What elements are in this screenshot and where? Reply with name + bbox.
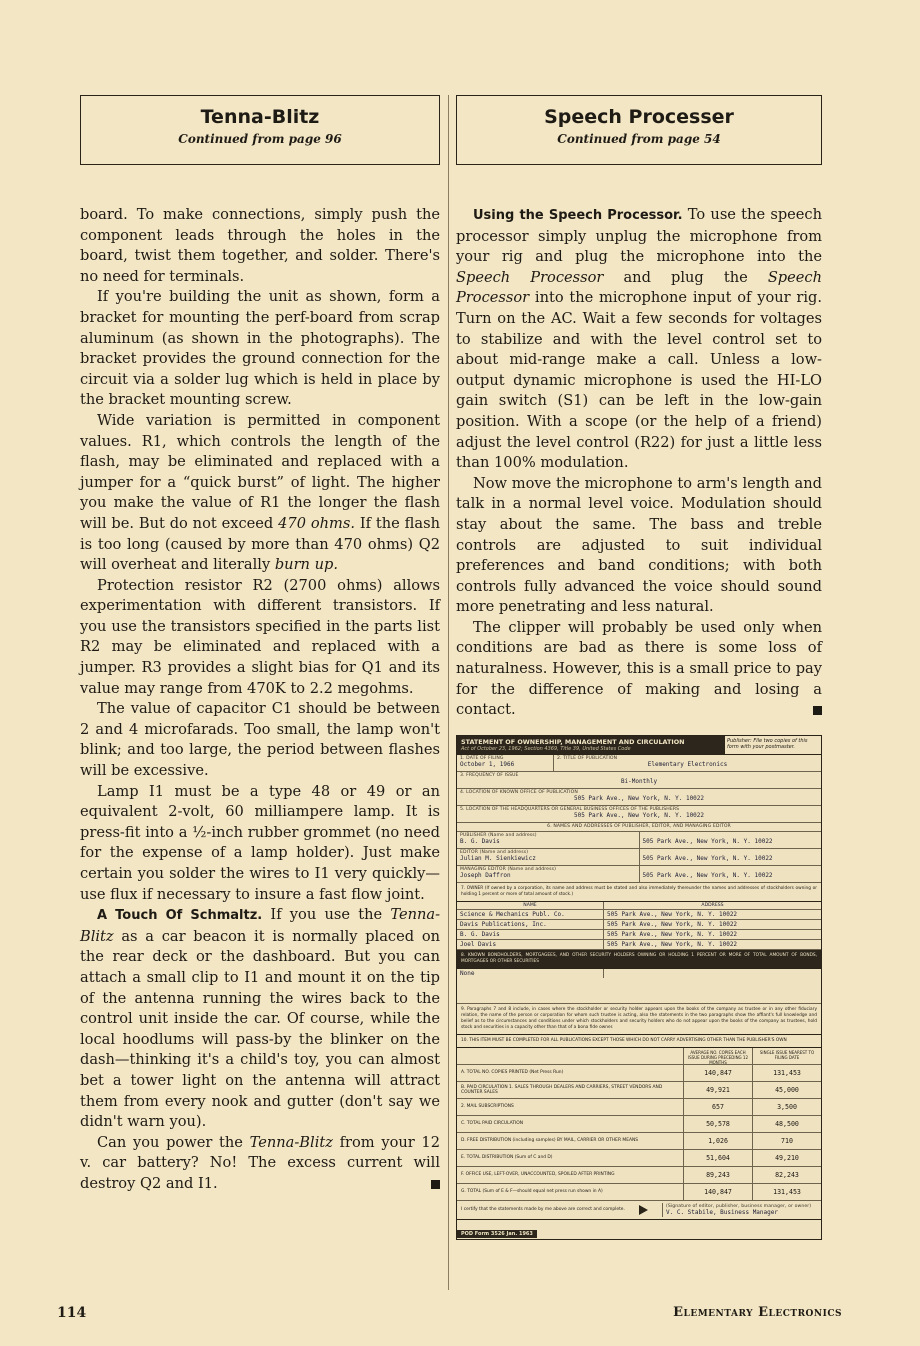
single-value: 710 [781,1136,793,1145]
end-mark-icon [431,1180,440,1189]
page-footer [57,1305,842,1325]
form-subtitle: Act of October 23, 1962; Section 4369, Title 39, United States Code [461,745,631,752]
form-title-bar [457,736,821,755]
field-value: 505 Park Ave., New York, N. Y. 10022 [573,794,705,802]
text-run-italic: Tenna-Blitz [249,1133,333,1151]
paragraph-9: 9. Paragraphs 7 and 8 include, in cases where the stockholder or security holder appears upon the books of the company as trustee or in any other fiduciary relation, the name of the person or corporation for whom such trustee is acting, also the statements in the two paragraphs show the affiant's full knowledge and belief as to the circumstances and conditions under which stockholders and security holders who do not appear upon the books of the company as trustees, hold stock and securities in a capacity other than that of a bona fide owner. [457,1004,821,1035]
form-row [457,755,821,772]
field-value: Julian M. Sienkiewicz [460,854,536,862]
paragraph [80,905,440,1133]
owner-name: B. G. Davis [457,930,604,939]
column-header: AVERAGE NO. COPIES EACH ISSUE DURING PRECEDING 12 MONTHS [684,1048,753,1064]
continued-note: Continued from page 54 [557,132,721,146]
paragraph [456,618,822,721]
owner-address: 505 Park Ave., New York, N. Y. 10022 [607,930,738,938]
field-value: 505 Park Ave., New York, N. Y. 10022 [642,871,773,879]
row-label: B. PAID CIRCULATION 1. SALES THROUGH DEALERS AND CARRIERS, STREET VENDORS AND COUNTER SALES [457,1082,684,1098]
form-cell [457,772,821,788]
signature-cell [662,1203,821,1217]
certification-text: I certify that the statements made by me above are correct and complete. [461,1207,625,1213]
owner-address: 505 Park Ave., New York, N. Y. 10022 [607,940,738,948]
field-label: (Signature of editor, publisher, business manager, or owner) [666,1203,812,1209]
section-lead: A Touch Of Schmaltz. [97,908,263,924]
form-cell [457,789,821,805]
owner-instructions: 7. OWNER (If owned by a corporation, its name and address must be stated and also immediately thereunder the names and addresses of stockholders owning or holding 1 percent or more of total amount of stock.) [457,883,821,902]
bondholder-value: None [457,969,604,978]
paragraph: The value of capacitor C1 should be between 2 and 4 microfarads. Too small, the lamp won't blink; and too large, the period between flashes will be excessive. [80,700,440,780]
paragraph: Protection resistor R2 (2700 ohms) allows experimentation with different transistors. If you use the transistors specified in the parts list R2 may be eliminated and replaced with a jumper. R3 provides a slight bias for Q1 and its value may range from 470K to 2.2 megohms. [80,576,440,697]
bondholder-label: 8. KNOWN BONDHOLDERS, MORTGAGEES, AND OTHER SECURITY HOLDERS OWNING OR HOLDING 1 PERCENT OR MORE OF TOTAL AMOUNT OF BONDS, MORTGAGES OR OTHER SECURITIES [457,950,821,969]
field-value: Joseph Daffron [460,871,511,879]
publisher-note: Publisher: File two copies of this form with your postmaster. [724,736,821,754]
text-run: To use the speech processor simply unplug the microphone from your rig and plug the microphone into the [456,206,823,266]
circulation-row [457,1116,821,1133]
certification-row [457,1201,821,1220]
form-row [457,806,821,823]
paragraph: board. To make connections, simply push the component leads through the holes in the board, twist them together, and solder. There's no need for terminals. [80,206,440,285]
field-value: October 1, 1966 [460,760,515,768]
circulation-row [457,1082,821,1099]
text-run-italic: 470 ohms. [278,514,355,532]
owner-name: Joel Davis [457,940,604,949]
signature-value: V. C. Stabile, Business Manager [666,1208,778,1216]
circulation-header [457,1048,821,1065]
form-row [457,866,821,883]
form-row [457,832,821,849]
form-cell [640,849,822,865]
field-label: 2. TITLE OF PUBLICATION [557,755,618,761]
form-number: POD Form 3526 Jan. 1963 [457,1230,537,1238]
avg-value: 89,243 [684,1167,753,1183]
circulation-table [457,1065,821,1201]
owner-row [457,910,821,920]
row-label: A. TOTAL NO. COPIES PRINTED (Net Press Run) [457,1065,684,1081]
single-value: 82,243 [775,1170,799,1179]
text-run: If you use the [262,906,391,924]
form-row [457,772,821,789]
left-column [80,95,440,1195]
text-run: Wide variation is permitted in component values. R1, which controls the length of the flash, may be eliminated and replaced with a jumper for a “quick burst” of light. The higher you make the value of R1 the longer the flash will be. But do not exceed [80,411,440,532]
circulation-row [457,1099,821,1116]
text-run: from your 12 v. car battery? No! The excess current will destroy Q2 and I1. [80,1133,440,1192]
avg-value: 51,604 [684,1150,753,1166]
single-value: 131,453 [773,1187,801,1196]
text-run-italic: Tenna-Blitz [80,906,441,945]
circulation-row [457,1150,821,1167]
single-value: 48,500 [775,1119,799,1128]
field-value: 505 Park Ave., New York, N. Y. 10022 [573,811,705,819]
form-title [457,736,724,754]
text-run: If the flash is too long (caused by more than 470 ohms) Q2 will overheat and literally [80,514,440,574]
text-run: into the microphone input of your rig. Turn on the AC. Wait a few seconds for voltages to stabilize and with the level control set to about mid-range make a call. Unless a low-output dynamic microphone is used the HI-LO gain switch (S1) can be left in the low-gain position. With a scope (or the help of a friend) adjust the level control (R22) for just a little less than 100% modulation. [456,289,822,472]
owner-row [457,930,821,940]
paragraph [80,411,440,576]
single-value: 131,453 [773,1068,801,1077]
field-label: 4. LOCATION OF KNOWN OFFICE OF PUBLICATION [460,789,578,795]
paragraph: If you're building the unit as shown, form a bracket for mounting the perf-board from scrap aluminum (as shown in the photographs). The bracket provides the ground connection for the circuit via a solder lug which is held in place by the bracket mounting screw. [80,288,440,409]
column-header: ADDRESS [701,902,724,908]
text-run: The clipper will probably be used only when conditions are bad as there is some loss of naturalness. However, this is a small price to pay for the difference of making and losing a contact. [456,618,822,719]
field-label: MANAGING EDITOR (Name and address) [460,866,556,872]
owner-address: 505 Park Ave., New York, N. Y. 10022 [607,920,738,928]
avg-value: 140,847 [684,1065,753,1081]
text-run-italic: Speech Processor [456,268,604,286]
row-label: E. TOTAL DISTRIBUTION (Sum of C and D) [457,1150,684,1166]
continued-note: Continued from page 96 [178,132,342,146]
circulation-row [457,1065,821,1082]
row-label: C. TOTAL PAID CIRCULATION [457,1116,684,1132]
single-value: 3,500 [777,1102,797,1111]
column-header: SINGLE ISSUE NEAREST TO FILING DATE [759,1049,815,1060]
column-header: NAME [457,902,604,909]
paragraph: Now move the microphone to arm's length and talk in a normal level voice. Modulation should stay about the same. The bass and treble controls are adjusted to suit individual preferences and band conditions; with both controls fully advanced the voice should sound more penetrating and less natural. [456,474,822,616]
field-value: 505 Park Ave., New York, N. Y. 10022 [642,837,773,845]
article-title: Tenna-Blitz [200,106,320,128]
form-row [457,789,821,806]
ownership-statement-form [456,735,822,1240]
field-value: Elementary Electronics [647,760,728,768]
field-label: 3. FREQUENCY OF ISSUE [460,772,519,778]
form-cell [457,866,640,882]
paragraph [80,1133,440,1195]
form-cell [457,806,821,822]
single-value: 49,210 [775,1153,799,1162]
owners-header [457,902,821,910]
avg-value: 50,578 [684,1116,753,1132]
owner-address: 505 Park Ave., New York, N. Y. 10022 [607,910,738,918]
owner-row [457,920,821,930]
article-header-speech-processer [456,95,822,165]
circulation-row [457,1133,821,1150]
form-cell [457,832,640,848]
form-cell [457,823,821,831]
form-row [457,849,821,866]
article-title: Speech Processer [544,106,734,128]
circulation-row [457,1167,821,1184]
avg-value: 140,847 [684,1184,753,1200]
avg-value: 49,921 [684,1082,753,1098]
owner-name: Davis Publications, Inc. [457,920,604,929]
circulation-row [457,1184,821,1201]
section-lead: Using the Speech Processor. [473,208,683,223]
row-label: D. FREE DISTRIBUTION (including samples) BY MAIL, CARRIER OR OTHER MEANS [457,1133,684,1149]
form-row [457,823,821,832]
field-value: B. G. Davis [460,837,500,845]
row-label: G. TOTAL (Sum of E & F—should equal net press run shown in A) [457,1184,684,1200]
article-body [80,205,440,1195]
bondholder-row [457,969,821,1004]
text-run-italic: Speech Processor [456,268,822,307]
text-run: as a car beacon it is normally placed on the rear deck or the dashboard. But you can attach a small clip to I1 and mount it on the tip of the antenna running the wires back to the control unit inside the car. Of course, while the local hoodlums will pass-by the blinker on the dash—thinking it's a child's toy, you can almost bet a tower light on the antenna will attract them from every nook and gutter (don't say we didn't warn you). [80,927,440,1131]
row-label: F. OFFICE USE, LEFT-OVER, UNACCOUNTED, SPOILED AFTER PRINTING [457,1167,684,1183]
page-number: 114 [57,1305,87,1321]
owner-row [457,940,821,950]
avg-value: 657 [684,1099,753,1115]
field-label: EDITOR (Name and address) [460,849,529,855]
form-cell [457,755,554,771]
right-column [456,95,822,1240]
end-mark-icon [813,706,822,715]
form-cell [457,849,640,865]
field-label: PUBLISHER (Name and address) [460,832,537,838]
paragraph [456,205,822,474]
field-label: 1. DATE OF FILING [460,755,504,761]
row-label: 2. MAIL SUBSCRIPTIONS [457,1099,684,1115]
column-divider [448,95,449,1290]
owner-name: Science & Mechanics Publ. Co. [457,910,604,919]
field-label: 6. NAMES AND ADDRESSES OF PUBLISHER, EDITOR, AND MANAGING EDITOR [547,823,731,829]
paragraph: Lamp I1 must be a type 48 or 49 or an equivalent 2-volt, 60 milliampere lamp. It is press-fit into a ½-inch rubber grommet (no need for the expense of a lamp holder). Just make certain you solder the wires to I1 very quickly—use flux if necessary to insure a fast flow joint. [80,782,440,903]
form-cell [640,866,822,882]
text-run-italic: burn up. [274,556,338,574]
single-value: 45,000 [775,1085,799,1094]
field-value: Bi-Monthly [620,777,658,785]
field-value: 505 Park Ave., New York, N. Y. 10022 [642,854,773,862]
arrow-right-icon [639,1205,658,1215]
form-title-text: STATEMENT OF OWNERSHIP, MANAGEMENT AND CIRCULATION [461,737,685,746]
form-cell [640,832,822,848]
magazine-name: Elementary Electronics [673,1305,842,1320]
paragraph-10: 10. THIS ITEM MUST BE COMPLETED FOR ALL PUBLICATIONS EXCEPT THOSE WHICH DO NOT CARRY ADVERTISING OTHER THAN THE PUBLISHER'S OWN [457,1035,821,1048]
owners-list [457,910,821,950]
avg-value: 1,026 [684,1133,753,1149]
form-cell [554,755,821,771]
text-run: and plug the [603,268,768,286]
field-label: 5. LOCATION OF THE HEADQUARTERS OR GENERAL BUSINESS OFFICES OF THE PUBLISHERS [460,806,680,812]
article-body [456,205,822,721]
article-header-tenna-blitz [80,95,440,165]
text-run: Can you power the [97,1133,250,1151]
